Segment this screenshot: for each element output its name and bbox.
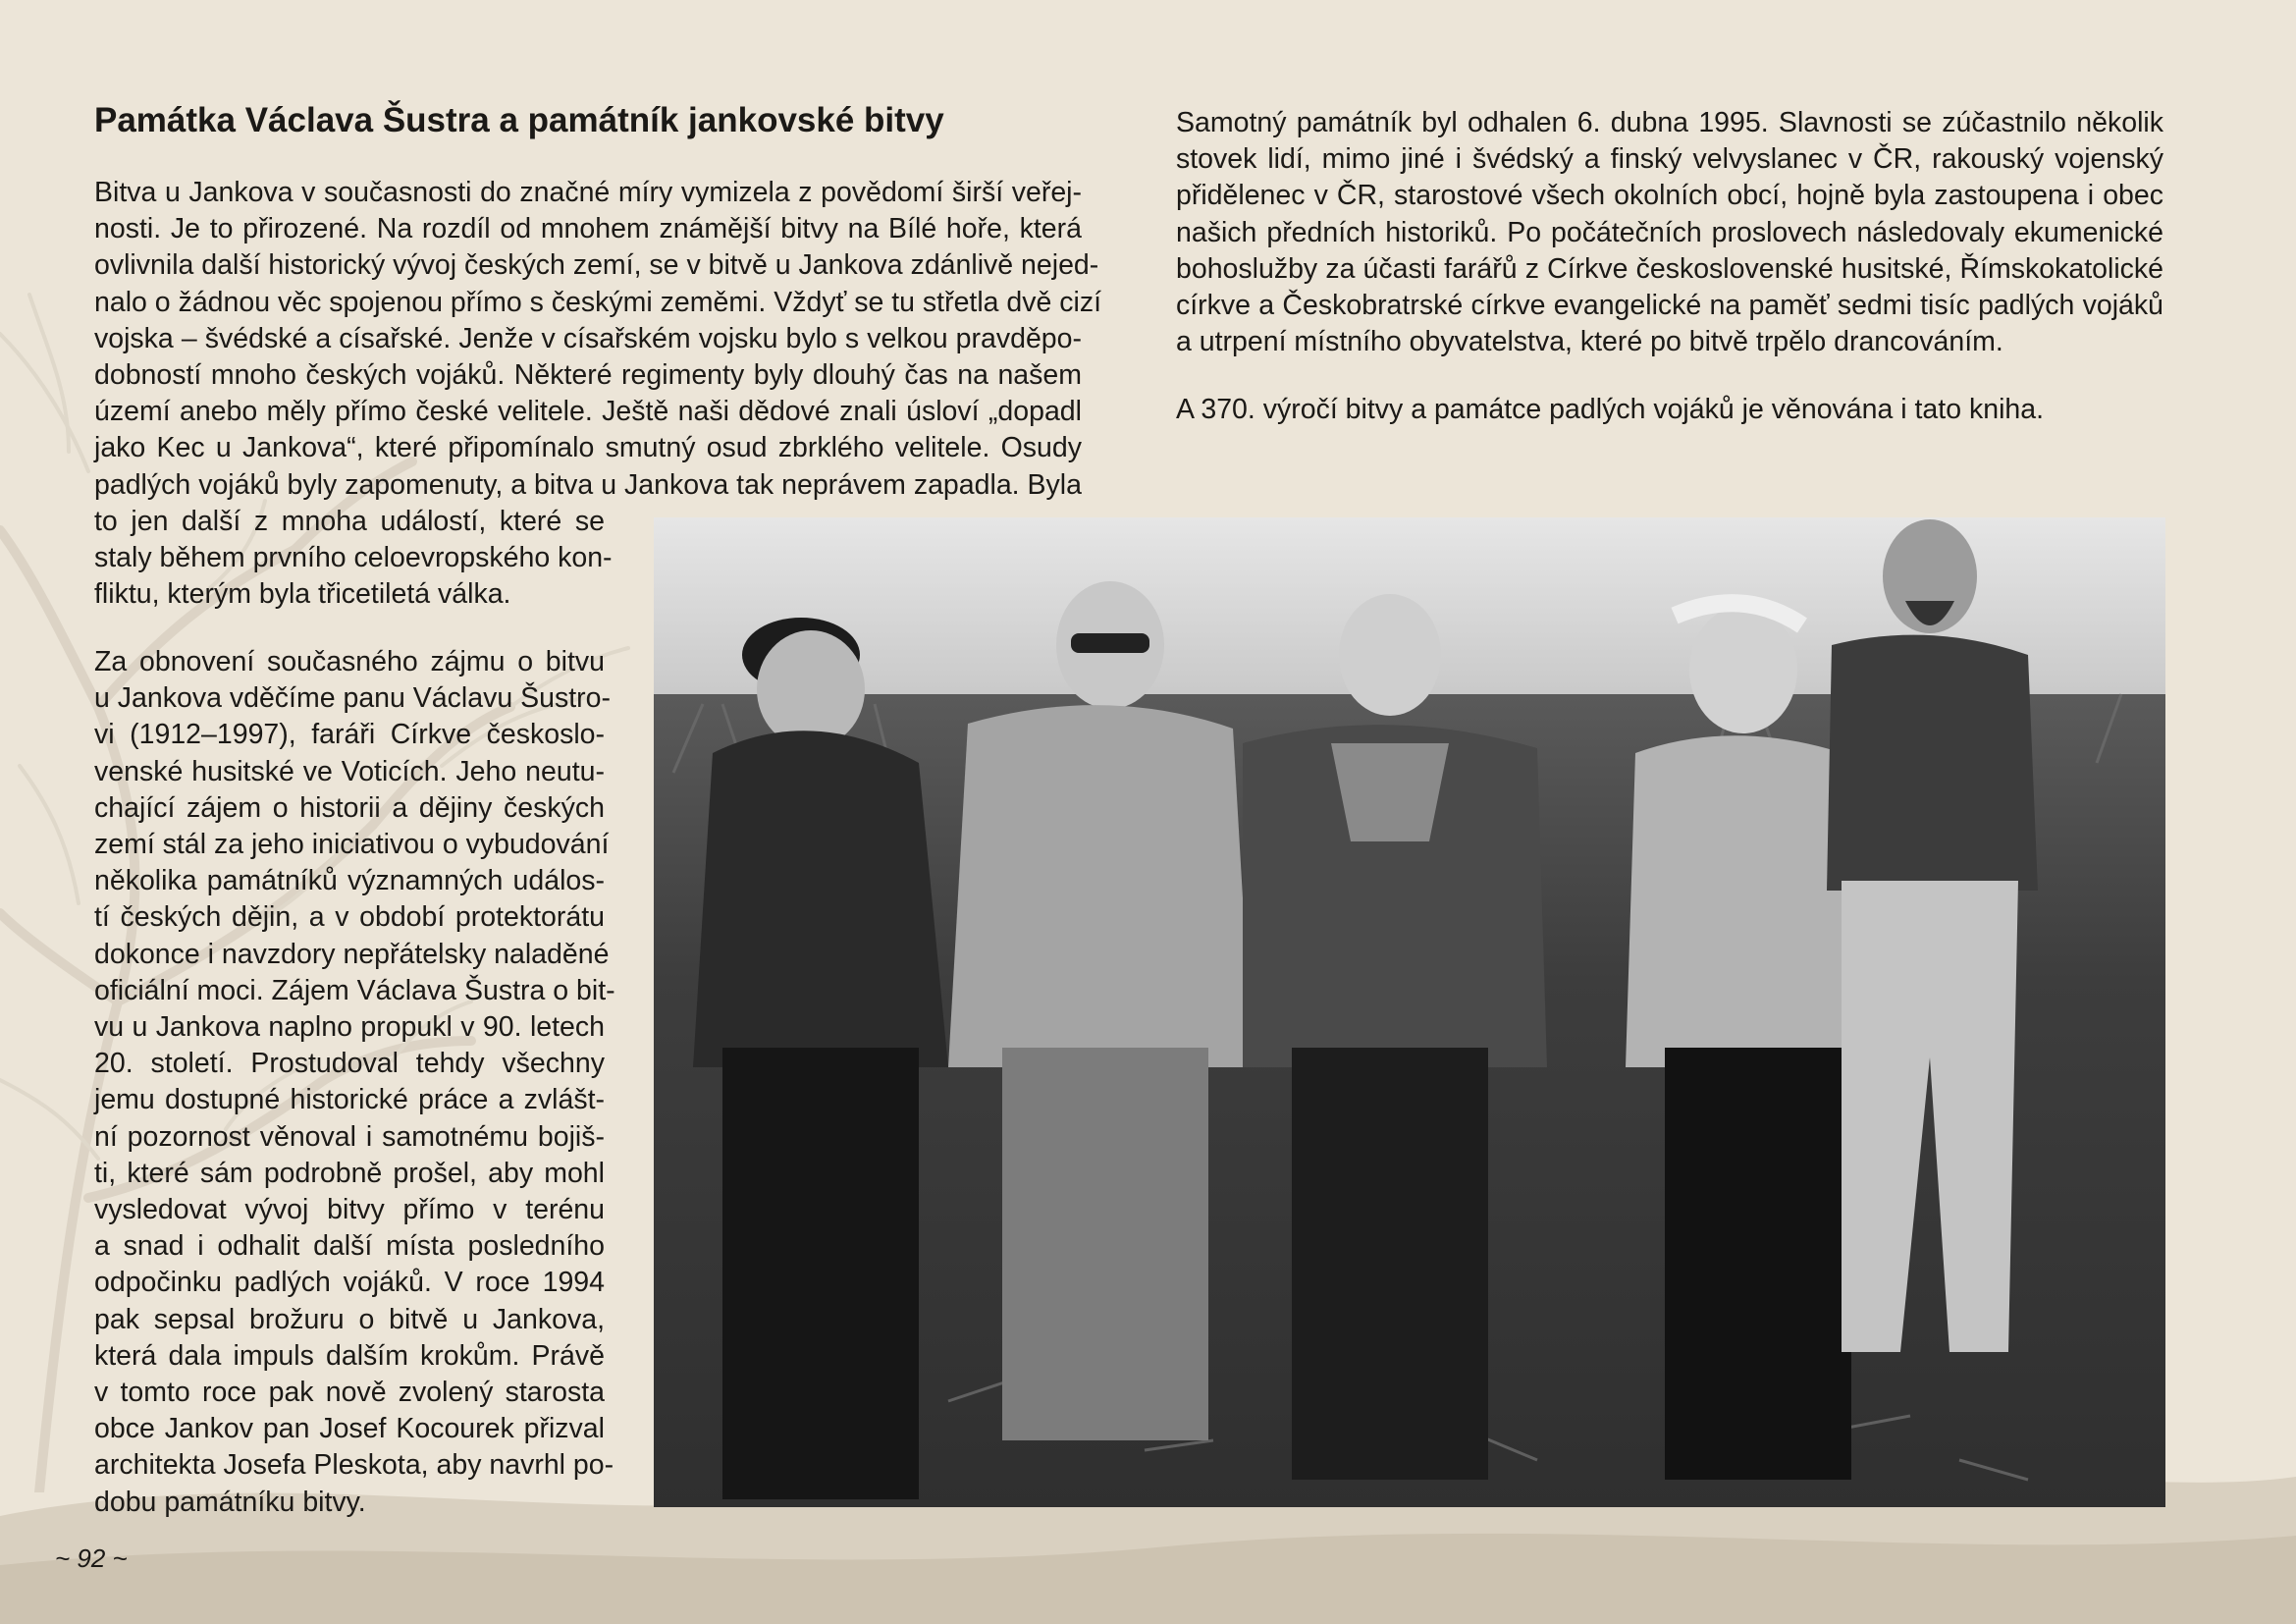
text-line: to jen další z mnoha událostí, které se (94, 505, 605, 537)
text-line: Bitva u Jankova v současnosti do značné míry vymizela z povědomí širší veřej- (94, 177, 1082, 208)
text-line: církve a Českobratrské církve evangelické na paměť sedmi tisíc padlých vojáků (1176, 290, 2163, 322)
text-line: ovlivnila další historický vývoj českých zemí, se v bitvě u Jankova zdánlivě nejed- (94, 249, 1099, 282)
text-line: architekta Josefa Pleskota, aby navrhl po- (94, 1449, 614, 1482)
text-line: obce Jankov pan Josef Kocourek přizval (94, 1413, 605, 1445)
text-line: ní pozornost věnoval i samotnému bojiš- (94, 1120, 605, 1153)
text-line: vi (1912–1997), faráři Církve českoslo- (94, 719, 605, 751)
text-line: nalo o žádnou věc spojenou přímo s českými zeměmi. Vždyť se tu střetla dvě cizí (94, 286, 1102, 318)
text-line: venské husitské ve Voticích. Jeho neutu- (94, 755, 605, 787)
text-line: dobností mnoho českých vojáků. Některé regimenty byly dlouhý čas na našem (94, 359, 1082, 392)
text-line: zemí stál za jeho iniciativou o vybudování (94, 829, 610, 861)
text-line: dobu památníku bitvy. (94, 1486, 366, 1518)
text-line: pak sepsal brožuru o bitvě u Jankova, (94, 1303, 605, 1335)
text-line: území anebo měly přímo české velitele. Ještě naši dědové znali úsloví „dopadl (94, 396, 1082, 428)
page-heading: Památka Václava Šustra a památník jankovské bitvy (94, 101, 944, 139)
text-line: nosti. Je to přirozené. Na rozdíl od mnohem známější bitvy na Bílé hoře, která (94, 213, 1082, 245)
text-line: přidělenec v ČR, starostové všech okolních obcí, hojně byla zastoupena i obec (1176, 180, 2163, 212)
text-line: bohoslužby za účasti farářů z Církve československé husitské, Římskokatolické (1176, 252, 2163, 285)
text-line: Samotný památník byl odhalen 6. dubna 1995. Slavnosti se zúčastnilo několik (1176, 107, 2163, 138)
text-line: chající zájem o historii a dějiny českých (94, 791, 605, 824)
text-line: vojska – švédské a císařské. Jenže v císařském vojsku bylo s velkou pravděpo- (94, 322, 1082, 354)
paragraph-dedication (1176, 392, 2163, 428)
text-line: u Jankova vděčíme panu Václavu Šustro- (94, 682, 611, 715)
text-line: tí českých dějin, a v období protektorátu (94, 901, 605, 934)
photo-group-in-field (654, 517, 2165, 1507)
text-line: ti, které sám podrobně prošel, aby mohl (94, 1157, 605, 1189)
text-line: staly během prvního celoevropského kon- (94, 542, 613, 574)
paragraph-vaclav-sustr (94, 644, 615, 1521)
text-line: několika památníků významných událos- (94, 865, 605, 897)
text-line: Za obnovení současného zájmu o bitvu (94, 646, 605, 677)
text-line: dokonce i navzdory nepřátelsky naladěné (94, 938, 610, 970)
text-line: a snad i odhalit další místa posledního (94, 1230, 605, 1263)
page-number: ~ 92 ~ (55, 1543, 128, 1573)
text-line: padlých vojáků byly zapomenuty, a bitva u Jankova tak neprávem zapadla. Byla (94, 468, 1082, 501)
photo-illustration (654, 517, 2165, 1507)
paragraph-memorial-unveiling (1176, 105, 2163, 360)
text-line: našich předních historiků. Po počátečních proslovech následovaly ekumenické (1176, 216, 2163, 248)
text-line: A 370. výročí bitvy a památce padlých vojáků je věnována i tato kniha. (1176, 394, 2045, 425)
text-line: vysledovat vývoj bitvy přímo v terénu (94, 1194, 605, 1226)
text-line: odpočinku padlých vojáků. V roce 1994 (94, 1267, 605, 1299)
text-line: vu u Jankova naplno propukl v 90. letech (94, 1011, 605, 1044)
text-line: a utrpení místního obyvatelstva, které po bitvě trpělo drancováním. (1176, 326, 2003, 358)
text-line: v tomto roce pak nově zvolený starosta (94, 1377, 605, 1409)
text-line: jemu dostupné historické práce a zvlášt- (94, 1084, 605, 1116)
text-line: 20. století. Prostudoval tehdy všechny (94, 1048, 605, 1080)
text-line: stovek lidí, mimo jiné i švédský a finský velvyslanec v ČR, rakouský vojenský (1176, 143, 2163, 176)
text-line: jako Kec u Jankova“, které připomínalo smutný osud zbrklého velitele. Osudy (94, 432, 1082, 464)
text-line: která dala impuls dalším krokům. Právě (94, 1339, 605, 1372)
text-line: oficiální moci. Zájem Václava Šustra o bit- (94, 974, 615, 1006)
text-line: fliktu, kterým byla třicetiletá válka. (94, 578, 511, 611)
